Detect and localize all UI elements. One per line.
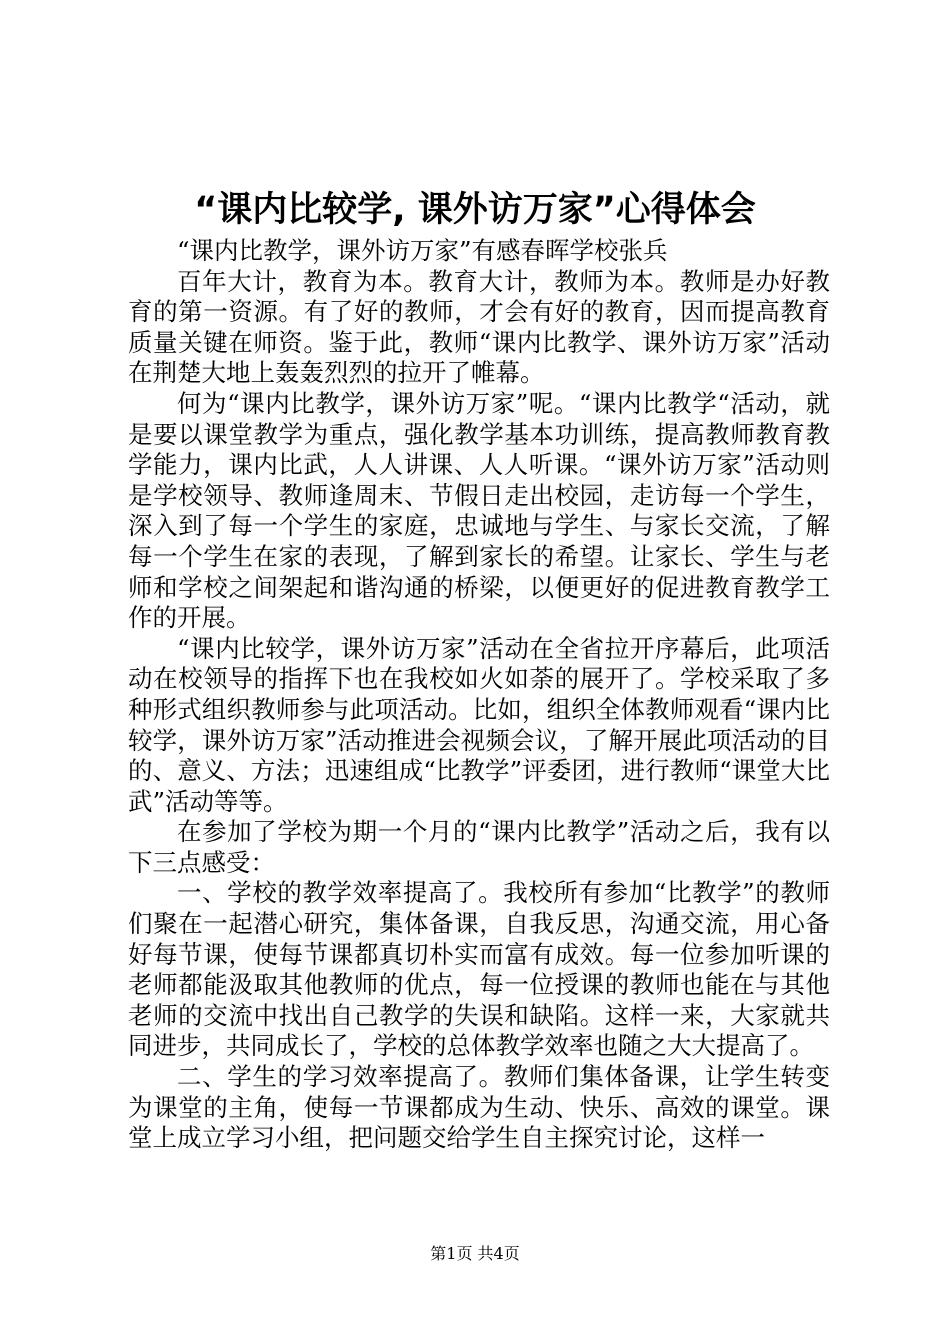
- paragraph: 一、学校的教学效率提高了。我校所有参加“比教学”的教师们聚在一起潜心研究，集体备课，自我反思，沟通交流，用心备好每节课，使每节课都真切朴实而富有成效。每一位参加听课的老师都能汲取其他教师的优点，每一位授课的教师也能在与其他老师的交流中找出自己教学的失误和缺陷。这样一来，大家就共同进步，共同成长了，学校的总体教学效率也随之大大提高了。: [128, 878, 830, 1061]
- paragraph-subtitle: “课内比教学，课外访万家”有感春晖学校张兵: [177, 236, 668, 265]
- document-title: “课内比较学, 课外访万家”心得体会: [194, 190, 756, 230]
- document-body: [128, 236, 830, 1154]
- paragraph: 二、学生的学习效率提高了。教师们集体备课，让学生转变为课堂的主角，使每一节课都成为生动、快乐、高效的课堂。课堂上成立学习小组，把问题交给学生自主探究讨论，这样一: [128, 1062, 830, 1153]
- paragraph: “课内比较学，课外访万家”活动在全省拉开序幕后，此项活动在校领导的指挥下也在我校如火如荼的展开了。学校采取了多种形式组织教师参与此项活动。比如，组织全体教师观看“课内比较学，课外访万家”活动推进会视频会议，了解开展此项活动的目的、意义、方法；迅速组成“比教学”评委团，进行教师“课堂大比武”活动等等。: [128, 633, 830, 816]
- page-number-footer: 第1页 共4页: [430, 1244, 520, 1263]
- paragraph: 何为“课内比教学，课外访万家”呢。“课内比教学“活动，就是要以课堂教学为重点，强化教学基本功训练，提高教师教育教学能力，课内比武，人人讲课、人人听课。“课外访万家”活动则是学校领导、教师逢周末、节假日走出校园，走访每一个学生，深入到了每一个学生的家庭，忠诚地与学生、与家长交流，了解每一个学生在家的表现，了解到家长的希望。让家长、学生与老师和学校之间架起和谐沟通的桥梁，以便更好的促进教育教学工作的开展。: [128, 388, 830, 633]
- paragraph: 百年大计，教育为本。教育大计，教师为本。教师是办好教育的第一资源。有了好的教师，才会有好的教育，因而提高教育质量关键在师资。鉴于此，教师“课内比教学、课外访万家”活动在荆楚大地上轰轰烈烈的拉开了帷幕。: [128, 266, 830, 388]
- paragraph: 在参加了学校为期一个月的“课内比教学”活动之后，我有以下三点感受：: [128, 817, 830, 877]
